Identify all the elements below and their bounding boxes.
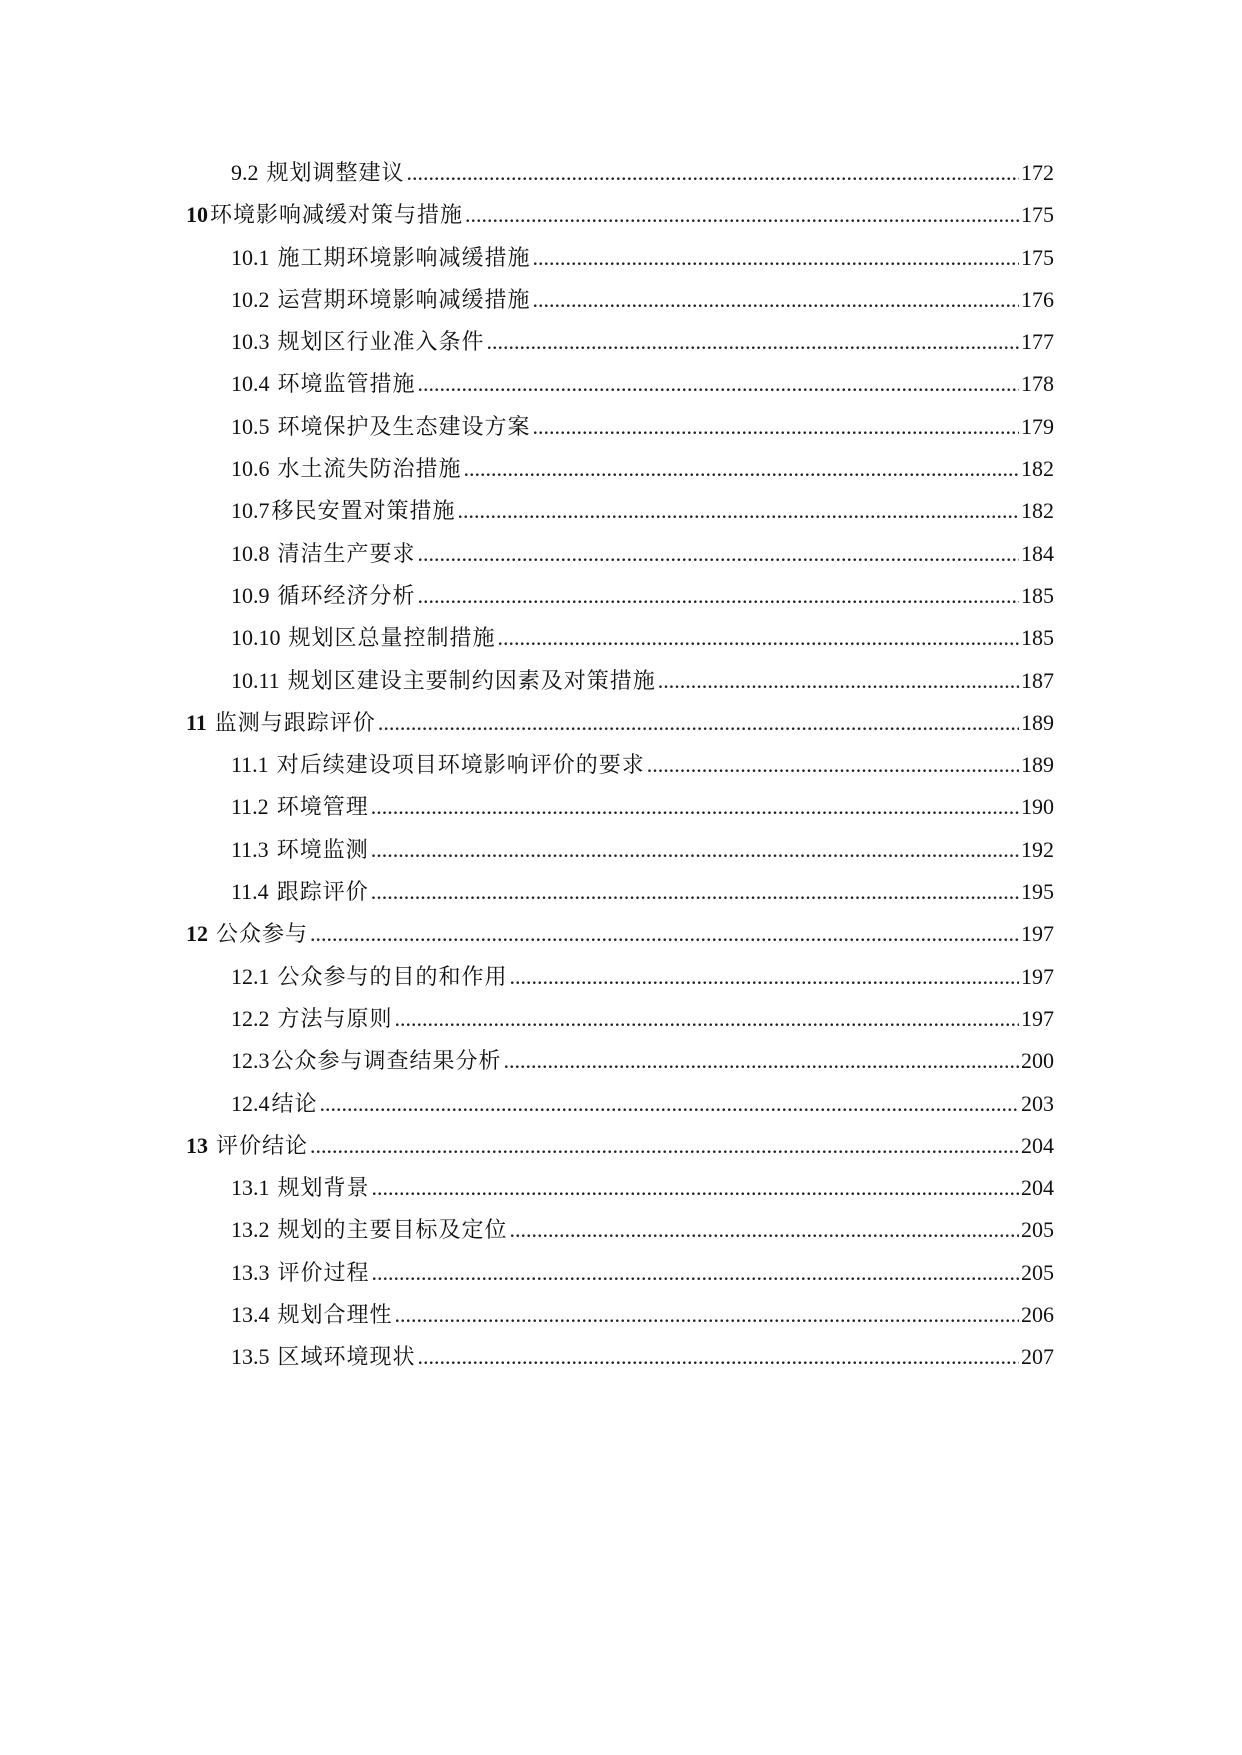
toc-entry-number: 12: [186, 921, 208, 947]
toc-entry-number: 10.11: [231, 667, 280, 693]
toc-entry-number: 10.3: [231, 329, 270, 355]
toc-entry-number: 9.2: [231, 160, 259, 185]
toc-entry-page: 197: [1021, 1005, 1054, 1031]
toc-dot-leader: [395, 998, 1019, 1040]
toc-entry-10-9[interactable]: [0, 575, 1242, 617]
toc-dot-leader: [533, 406, 1019, 448]
toc-entry-page: 175: [1021, 202, 1054, 228]
toc-entry-number: 10: [186, 202, 208, 228]
toc-entry-page: 189: [1021, 709, 1054, 735]
toc-entry-number: 10.6: [231, 456, 270, 482]
toc-entry-number: 10.10: [231, 625, 281, 651]
toc-dot-leader: [407, 152, 1019, 194]
toc-entry-page: 176: [1021, 286, 1054, 312]
toc-entry-number: 11.3: [231, 836, 269, 862]
toc-entry-number: 10.4: [231, 371, 270, 397]
toc-entry-10-3[interactable]: [0, 321, 1242, 363]
toc-entry-13-5[interactable]: [0, 1336, 1242, 1378]
toc-entry-10-1[interactable]: [0, 237, 1242, 279]
toc-dot-leader: [418, 363, 1019, 405]
toc-entry-number: 10.8: [231, 540, 270, 566]
toc-entry-12-1[interactable]: [0, 956, 1242, 998]
toc-entry-page: 177: [1021, 329, 1054, 355]
toc-entry-10[interactable]: [0, 194, 1242, 236]
toc-entry-number: 10.5: [231, 413, 270, 439]
toc-entry-title: 运营期环境影响减缓措施: [277, 286, 531, 312]
toc-entry-10-4[interactable]: [0, 363, 1242, 405]
toc-entry-number: 12.4: [231, 1090, 270, 1116]
toc-dot-leader: [510, 956, 1019, 998]
toc-dot-leader: [418, 533, 1019, 575]
toc-entry-number: 11: [186, 709, 207, 735]
toc-entry-number: 12.1: [231, 963, 270, 989]
toc-dot-leader: [418, 1336, 1019, 1378]
toc-entry-title: 规划区建设主要制约因素及对策措施: [287, 667, 656, 693]
toc-entry-number: 10.7: [231, 498, 270, 524]
toc-dot-leader: [458, 490, 1019, 532]
toc-entry-13-1[interactable]: [0, 1167, 1242, 1209]
toc-entry-page: 197: [1021, 963, 1054, 989]
toc-entry-page: 192: [1021, 836, 1054, 862]
toc-entry-number: 10.2: [231, 286, 270, 312]
toc-entry-page: 204: [1021, 1175, 1054, 1201]
toc-entry-title: 循环经济分析: [277, 582, 416, 608]
toc-entry-number: 10.1: [231, 244, 270, 270]
toc-entry-number: 13.4: [231, 1302, 270, 1328]
toc-entry-10-5[interactable]: [0, 406, 1242, 448]
toc-entry-10-6[interactable]: [0, 448, 1242, 490]
toc-entry-page: 206: [1021, 1302, 1054, 1328]
toc-entry-title: 方法与原则: [277, 1005, 393, 1031]
toc-entry-page: 175: [1021, 244, 1054, 270]
toc-entry-title: 环境管理: [276, 794, 369, 820]
toc-entry-page: 190: [1021, 794, 1054, 820]
toc-entry-number: 12.2: [231, 1005, 270, 1031]
toc-dot-leader: [371, 871, 1019, 913]
toc-entry-page: 207: [1021, 1344, 1054, 1370]
toc-entry-title: 规划背景: [277, 1175, 370, 1201]
toc-dot-leader: [533, 279, 1019, 321]
toc-entry-title: 规划区行业准入条件: [277, 329, 485, 355]
toc-dot-leader: [487, 321, 1019, 363]
toc-entry-title: 公众参与: [216, 921, 309, 947]
toc-dot-leader: [378, 702, 1019, 744]
toc-entry-page: 203: [1021, 1090, 1054, 1116]
toc-dot-leader: [320, 1083, 1019, 1125]
toc-entry-12-2[interactable]: [0, 998, 1242, 1040]
toc-dot-leader: [658, 660, 1019, 702]
toc-entry-11[interactable]: [0, 702, 1242, 744]
toc-dot-leader: [372, 1167, 1019, 1209]
toc-entry-number: 13.2: [231, 1217, 270, 1243]
toc-entry-10-7[interactable]: [0, 490, 1242, 532]
toc-entry-page: 197: [1021, 921, 1054, 947]
toc-dot-leader: [533, 237, 1019, 279]
toc-entry-13-4[interactable]: [0, 1294, 1242, 1336]
toc-entry-title: 监测与跟踪评价: [214, 709, 376, 735]
toc-dot-leader: [310, 1125, 1019, 1167]
toc-entry-page: 189: [1021, 752, 1054, 778]
toc-entry-title: 环境监管措施: [277, 371, 416, 397]
toc-entry-10-8[interactable]: [0, 533, 1242, 575]
toc-entry-11-2[interactable]: [0, 786, 1242, 828]
toc-entry-title: 规划区总量控制措施: [288, 625, 496, 651]
toc-entry-12[interactable]: [0, 913, 1242, 955]
toc-entry-13-2[interactable]: [0, 1209, 1242, 1251]
toc-entry-page: 179: [1021, 413, 1054, 439]
toc-entry-title: 评价过程: [277, 1259, 370, 1285]
toc-entry-title: 水土流失防治措施: [277, 456, 462, 482]
toc-entry-page: 205: [1021, 1259, 1054, 1285]
toc-entry-title: 环境保护及生态建设方案: [277, 413, 531, 439]
toc-entry-10-2[interactable]: [0, 279, 1242, 321]
toc-entry-11-1[interactable]: [0, 744, 1242, 786]
toc-entry-title: 跟踪评价: [276, 879, 369, 905]
toc-dot-leader: [498, 617, 1019, 659]
toc-entry-title: 环境影响减缓对策与措施: [210, 202, 464, 228]
toc-entry-title: 对后续建设项目环境影响评价的要求: [276, 752, 645, 778]
toc-entry-title: 结论: [271, 1090, 318, 1116]
toc-entry-page: 187: [1021, 667, 1054, 693]
toc-entry-page: 200: [1021, 1048, 1054, 1074]
toc-entry-title: 评价结论: [216, 1132, 309, 1158]
toc-entry-number: 13.5: [231, 1344, 270, 1370]
toc-entry-title: 施工期环境影响减缓措施: [277, 244, 531, 270]
toc-entry-page: 182: [1021, 456, 1054, 482]
toc-entry-page: 195: [1021, 879, 1054, 905]
toc-entry-page: 185: [1021, 582, 1054, 608]
toc-entry-title: 环境监测: [276, 836, 369, 862]
toc-entry-page: 185: [1021, 625, 1054, 651]
toc-entry-title: 区域环境现状: [277, 1344, 416, 1370]
toc-dot-leader: [372, 1252, 1019, 1294]
toc-entry-10-10[interactable]: [0, 617, 1242, 659]
toc-entry-13-3[interactable]: [0, 1252, 1242, 1294]
toc-entry-11-4[interactable]: [0, 871, 1242, 913]
toc-entry-title: 公众参与调查结果分析: [271, 1048, 502, 1074]
toc-dot-leader: [510, 1209, 1019, 1251]
toc-entry-number: 11.4: [231, 879, 269, 905]
toc-entry-number: 11.1: [231, 752, 269, 778]
toc-entry-title: 公众参与的目的和作用: [277, 963, 508, 989]
toc-entry-page: 205: [1021, 1217, 1054, 1243]
toc-dot-leader: [418, 575, 1019, 617]
toc-entry-number: 13: [186, 1132, 208, 1158]
toc-entry-9-2[interactable]: [0, 152, 1242, 194]
toc-entry-11-3[interactable]: [0, 829, 1242, 871]
toc-entry-13[interactable]: [0, 1125, 1242, 1167]
toc-entry-10-11[interactable]: [0, 660, 1242, 702]
table-of-contents: [0, 152, 1242, 1379]
toc-dot-leader: [310, 913, 1019, 955]
toc-entry-number: 10.9: [231, 582, 270, 608]
toc-dot-leader: [465, 194, 1019, 236]
toc-entry-number: 12.3: [231, 1048, 270, 1074]
toc-entry-title: 清洁生产要求: [277, 540, 416, 566]
toc-entry-number: 13.3: [231, 1259, 270, 1285]
toc-dot-leader: [371, 786, 1019, 828]
toc-entry-page: 184: [1021, 540, 1054, 566]
toc-entry-title: 规划的主要目标及定位: [277, 1217, 508, 1243]
toc-dot-leader: [464, 448, 1019, 490]
toc-entry-page: 182: [1021, 498, 1054, 524]
toc-dot-leader: [504, 1040, 1019, 1082]
toc-dot-leader: [395, 1294, 1019, 1336]
toc-dot-leader: [647, 744, 1019, 786]
toc-entry-page: 204: [1021, 1132, 1054, 1158]
toc-entry-page: 178: [1021, 371, 1054, 397]
toc-dot-leader: [371, 829, 1019, 871]
toc-entry-title: 移民安置对策措施: [271, 498, 456, 524]
toc-entry-12-3[interactable]: [0, 1040, 1242, 1082]
toc-entry-title: 规划调整建议: [266, 160, 405, 185]
toc-entry-page: 172: [1021, 160, 1054, 185]
toc-entry-number: 11.2: [231, 794, 269, 820]
toc-entry-title: 规划合理性: [277, 1302, 393, 1328]
toc-entry-12-4[interactable]: [0, 1083, 1242, 1125]
toc-entry-number: 13.1: [231, 1175, 270, 1201]
